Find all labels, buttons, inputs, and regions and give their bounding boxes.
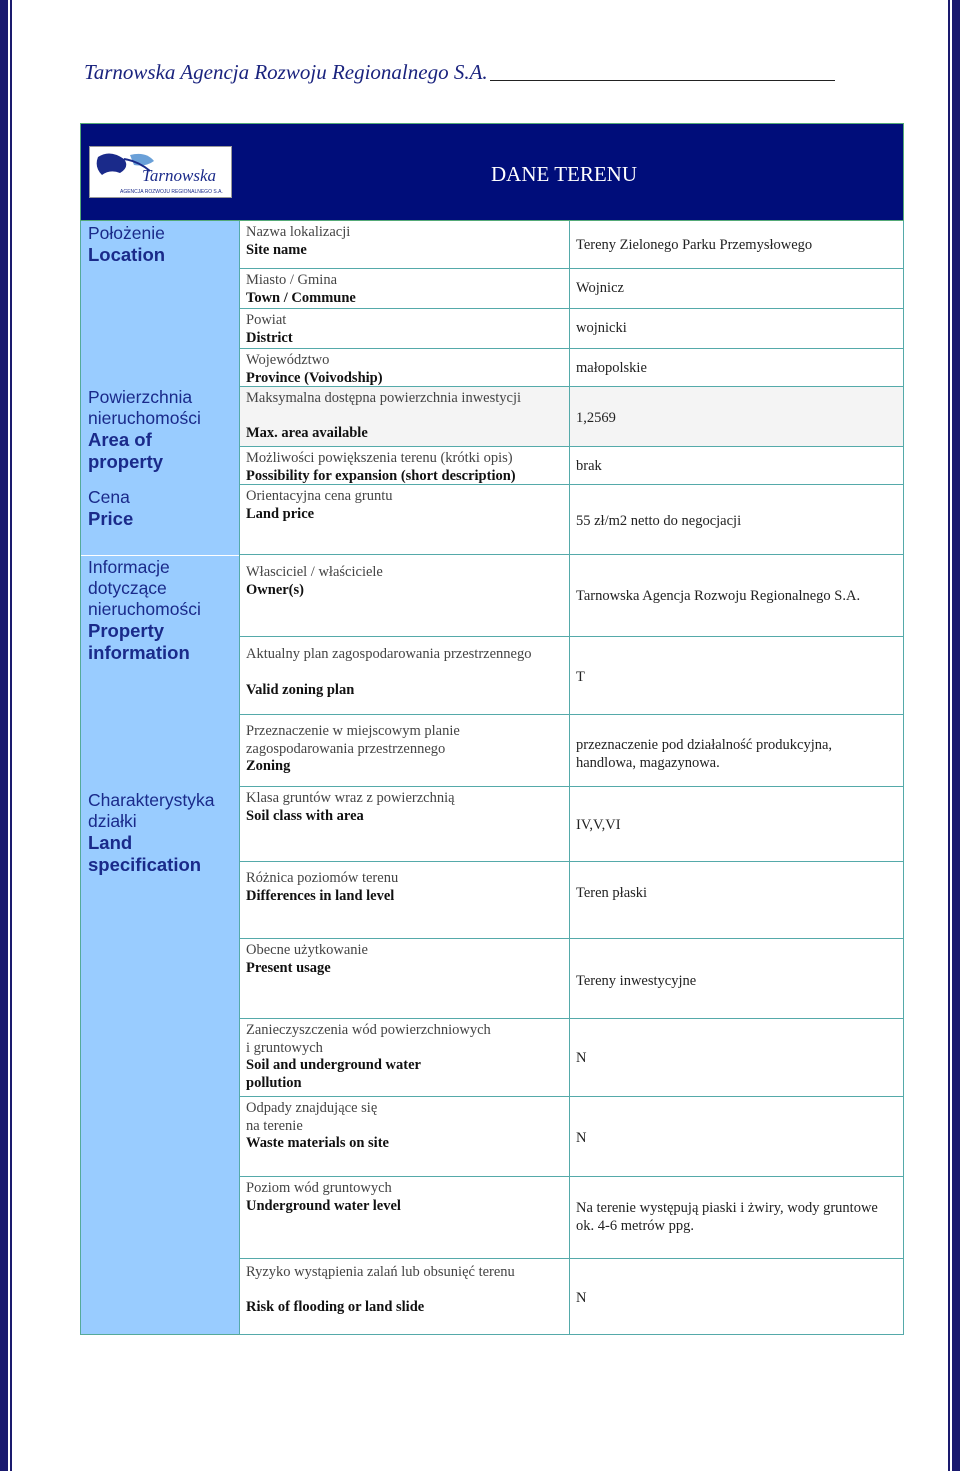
value-flood: N — [569, 1259, 904, 1335]
value-district: wojnicki — [569, 309, 904, 349]
value-expansion: brak — [569, 447, 904, 485]
svg-text:AGENCJA ROZWOJU REGIONALNEGO S: AGENCJA ROZWOJU REGIONALNEGO S.A. — [120, 189, 223, 195]
page-border-right-inner — [948, 0, 950, 1471]
table-row: Powiat District wojnicki — [239, 309, 904, 349]
section-price: Cena Price — [88, 487, 134, 529]
table-row: Województwo Province (Voivodship) małopolskie — [239, 349, 904, 387]
table-row: Własciciel / właściciele Owner(s) Tarnowska Agencja Rozwoju Regionalnego S.A. — [239, 555, 904, 637]
data-grid — [239, 221, 904, 1335]
section-divider — [81, 555, 240, 556]
value-province: małopolskie — [569, 349, 904, 387]
value-zoning: przeznaczenie pod działalność produkcyjna, handlowa, magazynowa. — [569, 715, 904, 787]
table-row: Miasto / Gmina Town / Commune Wojnicz — [239, 269, 904, 309]
table-row: Obecne użytkowanie Present usage Tereny inwestycyjne — [239, 939, 904, 1019]
data-sheet — [80, 123, 904, 1335]
value-town: Wojnicz — [569, 269, 904, 309]
section-property-info: Informacje dotyczące nieruchomości Property information — [88, 557, 201, 663]
table-row: Maksymalna dostępna powierzchnia inwestycji Max. area available 1,2569 — [239, 387, 904, 447]
section-labels-column — [80, 221, 239, 1335]
agency-logo — [89, 146, 232, 198]
value-waste: N — [569, 1097, 904, 1177]
table-row: Możliwości powiększenia terenu (krótki opis) Possibility for expansion (short description) brak — [239, 447, 904, 485]
header-underline — [490, 80, 835, 81]
table-row — [239, 221, 904, 269]
section-location: Położenie Location — [88, 223, 166, 265]
section-land-spec: Charakterystyka działki Land specification — [88, 790, 215, 875]
value-soil-class: IV,V,VI — [569, 787, 904, 862]
svg-text:Tarnowska: Tarnowska — [142, 166, 217, 185]
value-water-pollution: N — [569, 1019, 904, 1097]
value-land-price: 55 zł/m2 netto do negocjacji — [569, 485, 904, 555]
table-row: Zanieczyszczenia wód powierzchniowych i gruntowych Soil and underground water pollution N — [239, 1019, 904, 1097]
table-row: Klasa gruntów wraz z powierzchnią Soil class with area IV,V,VI — [239, 787, 904, 862]
table-row: Różnica poziomów terenu Differences in land level Teren płaski — [239, 862, 904, 939]
label-en: Site name — [246, 241, 307, 258]
table-row: Aktualny plan zagospodarowania przestrzennego Valid zoning plan T — [239, 637, 904, 715]
value-water-level: Na terenie występują piaski i żwiry, wody gruntowe ok. 4-6 metrów ppg. — [569, 1177, 904, 1259]
page-border-right — [952, 0, 960, 1471]
page-border-left-inner — [10, 0, 12, 1471]
value-usage: Tereny inwestycyjne — [569, 939, 904, 1019]
table-row: Przeznaczenie w miejscowym planie zagospodarowania przestrzennego Zoning przeznaczenie pod działalność produkcyjna, handlowa, magazynowa. — [239, 715, 904, 787]
document-header: Tarnowska Agencja Rozwoju Regionalnego S.A. — [84, 60, 488, 84]
value-zoning-plan: T — [569, 637, 904, 715]
table-row: Odpady znajdujące się na terenie Waste materials on site N — [239, 1097, 904, 1177]
title-bar — [80, 123, 904, 221]
value-level: Teren płaski — [569, 862, 904, 939]
page-border-left — [0, 0, 8, 1471]
sheet-title: DANE TERENU — [491, 162, 638, 186]
value-site-name: Tereny Zielonego Parku Przemysłowego — [569, 221, 904, 269]
value-max-area: 1,2569 — [569, 387, 904, 447]
section-area: Powierzchnia nieruchomości Area of property — [88, 387, 201, 472]
logo-graphic — [90, 147, 231, 197]
value-owner: Tarnowska Agencja Rozwoju Regionalnego S.A. — [569, 555, 904, 637]
table-row: Poziom wód gruntowych Underground water level Na terenie występują piaski i żwiry, wody gruntowe ok. 4-6 metrów ppg. — [239, 1177, 904, 1259]
label-pl: Nazwa lokalizacji — [246, 224, 351, 240]
table-row: Orientacyjna cena gruntu Land price 55 zł/m2 netto do negocjacji — [239, 485, 904, 555]
table-row: Ryzyko wystąpienia zalań lub obsunięć terenu Risk of flooding or land slide N — [239, 1259, 904, 1335]
